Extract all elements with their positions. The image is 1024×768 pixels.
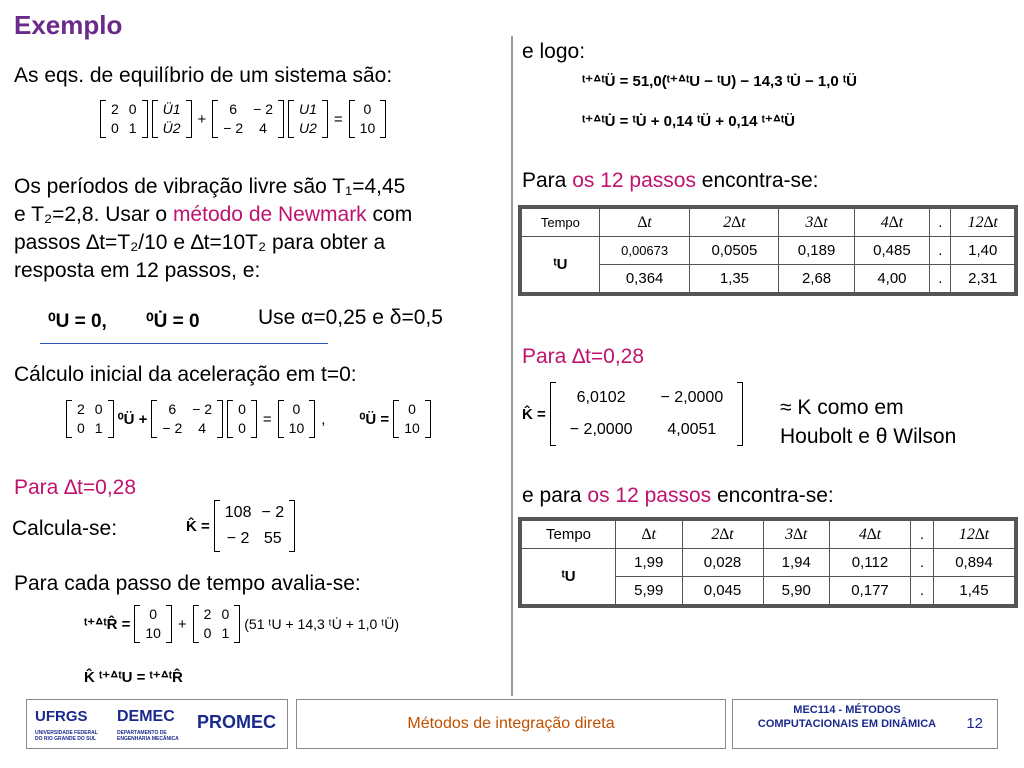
results-table-small-step [518, 205, 1018, 296]
effective-load-equation: ᵗ⁺ᐞᵗR̂ = 0 10 + 2 0 0 1 (51 ᵗU + 14,3 ᵗU̇ + 1,0 ᵗÜ) [84, 606, 400, 641]
table-row: 0,364 1,35 2,68 4,00 . 2,31 [522, 265, 1015, 293]
intro-text: As eqs. de equilíbrio de um sistema são: [14, 64, 393, 87]
mass-matrix: 2 0 0 1 [100, 100, 148, 138]
newmark-method-highlight: método de Newmark [172, 203, 367, 226]
initial-acceleration-equation: 2 0 0 1 ⁰Ü + 6 − 2 − 2 4 0 0 = 0 10 , ⁰Ü = 0 10 [66, 400, 431, 438]
equilibrium-equation: 2 0 0 1 Ü1 Ü2 + 6 − 2 − 2 4 U1 U2 = 0 10 [100, 100, 386, 138]
table-row: ᵗU 0,00673 0,0505 0,189 0,485 . 1,40 [522, 237, 1015, 265]
initial-displacement: ⁰U = 0, [48, 311, 107, 332]
column-divider [511, 36, 513, 696]
para-dt-heading-right: Para ∆t=0,28 [522, 345, 645, 368]
results-table-large-step [518, 517, 1018, 608]
acceleration-update-equation: ᵗ⁺ᐞᵗÜ = 51,0(ᵗ⁺ᐞᵗU − ᵗU) − 14,3 ᵗU̇ − 1,0 ᵗÜ [582, 73, 857, 90]
course-box [732, 699, 998, 749]
newmark-parameters: Use α=0,25 e δ=0,5 [258, 306, 443, 329]
course-name: MEC114 - MÉTODOS COMPUTACIONAIS EM DINÂMICA [757, 704, 937, 730]
effective-stiffness-left: K̂ = 108 − 2 − 2 55 [186, 500, 295, 552]
approx-k-line-2: Houbolt e θ Wilson [780, 425, 957, 448]
ufrgs-logo: UFRGS [35, 708, 88, 725]
table-header-row: Tempo ∆t 2∆t 3∆t 4∆t . 12∆t [522, 209, 1015, 237]
initial-acceleration-result: 0 10 [393, 400, 431, 438]
stiffness-matrix: 6 − 2 − 2 4 [212, 100, 284, 138]
slide-title: Exemplo [14, 10, 123, 40]
footer-title: Métodos de integração direta [407, 715, 615, 732]
page-number: 12 [966, 715, 983, 732]
para-cada-passo-text: Para cada passo de tempo avalia-se: [14, 572, 361, 595]
promec-logo: PROMEC [197, 712, 277, 732]
table-row: 5,99 0,045 5,90 0,177 . 1,45 [522, 577, 1015, 605]
displacement-vector: U1 U2 [288, 100, 328, 138]
demec-logo: DEMEC [117, 708, 175, 725]
para-dt-heading: Para ∆t=0,28 [14, 476, 137, 499]
initial-acceleration-heading: Cálculo inicial da aceleração em t=0: [14, 363, 357, 386]
footer-title-box [296, 699, 726, 749]
approx-k-line-1: ≈ K como em [780, 396, 904, 419]
logos-box: UFRGS UNIVERSIDADE FEDERAL DO RIO GRANDE DO SUL DEMEC DEPARTAMENTO DE ENGENHARIA MECÂNICA PROMEC [26, 699, 288, 749]
table-row: ᵗU 1,99 0,028 1,94 0,112 . 0,894 [522, 549, 1015, 577]
velocity-update-equation: ᵗ⁺ᐞᵗU̇ = ᵗU̇ + 0,14 ᵗÜ + 0,14 ᵗ⁺ᐞᵗÜ [582, 113, 795, 130]
table-header-row: Tempo ∆t 2∆t 3∆t 4∆t . 12∆t [522, 521, 1015, 549]
acceleration-vector: Ü1 Ü2 [152, 100, 192, 138]
para-12-passos-heading: Para os 12 passos encontra-se: [522, 169, 819, 192]
effective-stiffness-right: K̂ = 6,0102 − 2,0000 − 2,0000 4,0051 [522, 382, 743, 446]
e-logo-label: e logo: [522, 40, 586, 63]
periods-line-1: Os períodos de vibração livre são T₁=4,45 [14, 175, 406, 198]
separator-line [40, 343, 328, 344]
load-vector: 0 10 [349, 100, 387, 138]
solve-equation: K̂ ᵗ⁺ᐞᵗU = ᵗ⁺ᐞᵗR̂ [84, 669, 183, 686]
periods-line-3: passos ∆t=T₂/10 e ∆t=10T₂ para obter a [14, 231, 386, 254]
initial-velocity: ⁰U̇ = 0 [146, 311, 200, 332]
slide-footer [26, 699, 998, 751]
calcula-se-label: Calcula-se: [12, 517, 118, 540]
periods-line-4: resposta em 12 passos, e: [14, 259, 261, 282]
periods-line-2: e T₂=2,8. Usar o método de Newmark com [14, 203, 413, 226]
e-para-12-passos-heading: e para os 12 passos encontra-se: [522, 484, 834, 507]
